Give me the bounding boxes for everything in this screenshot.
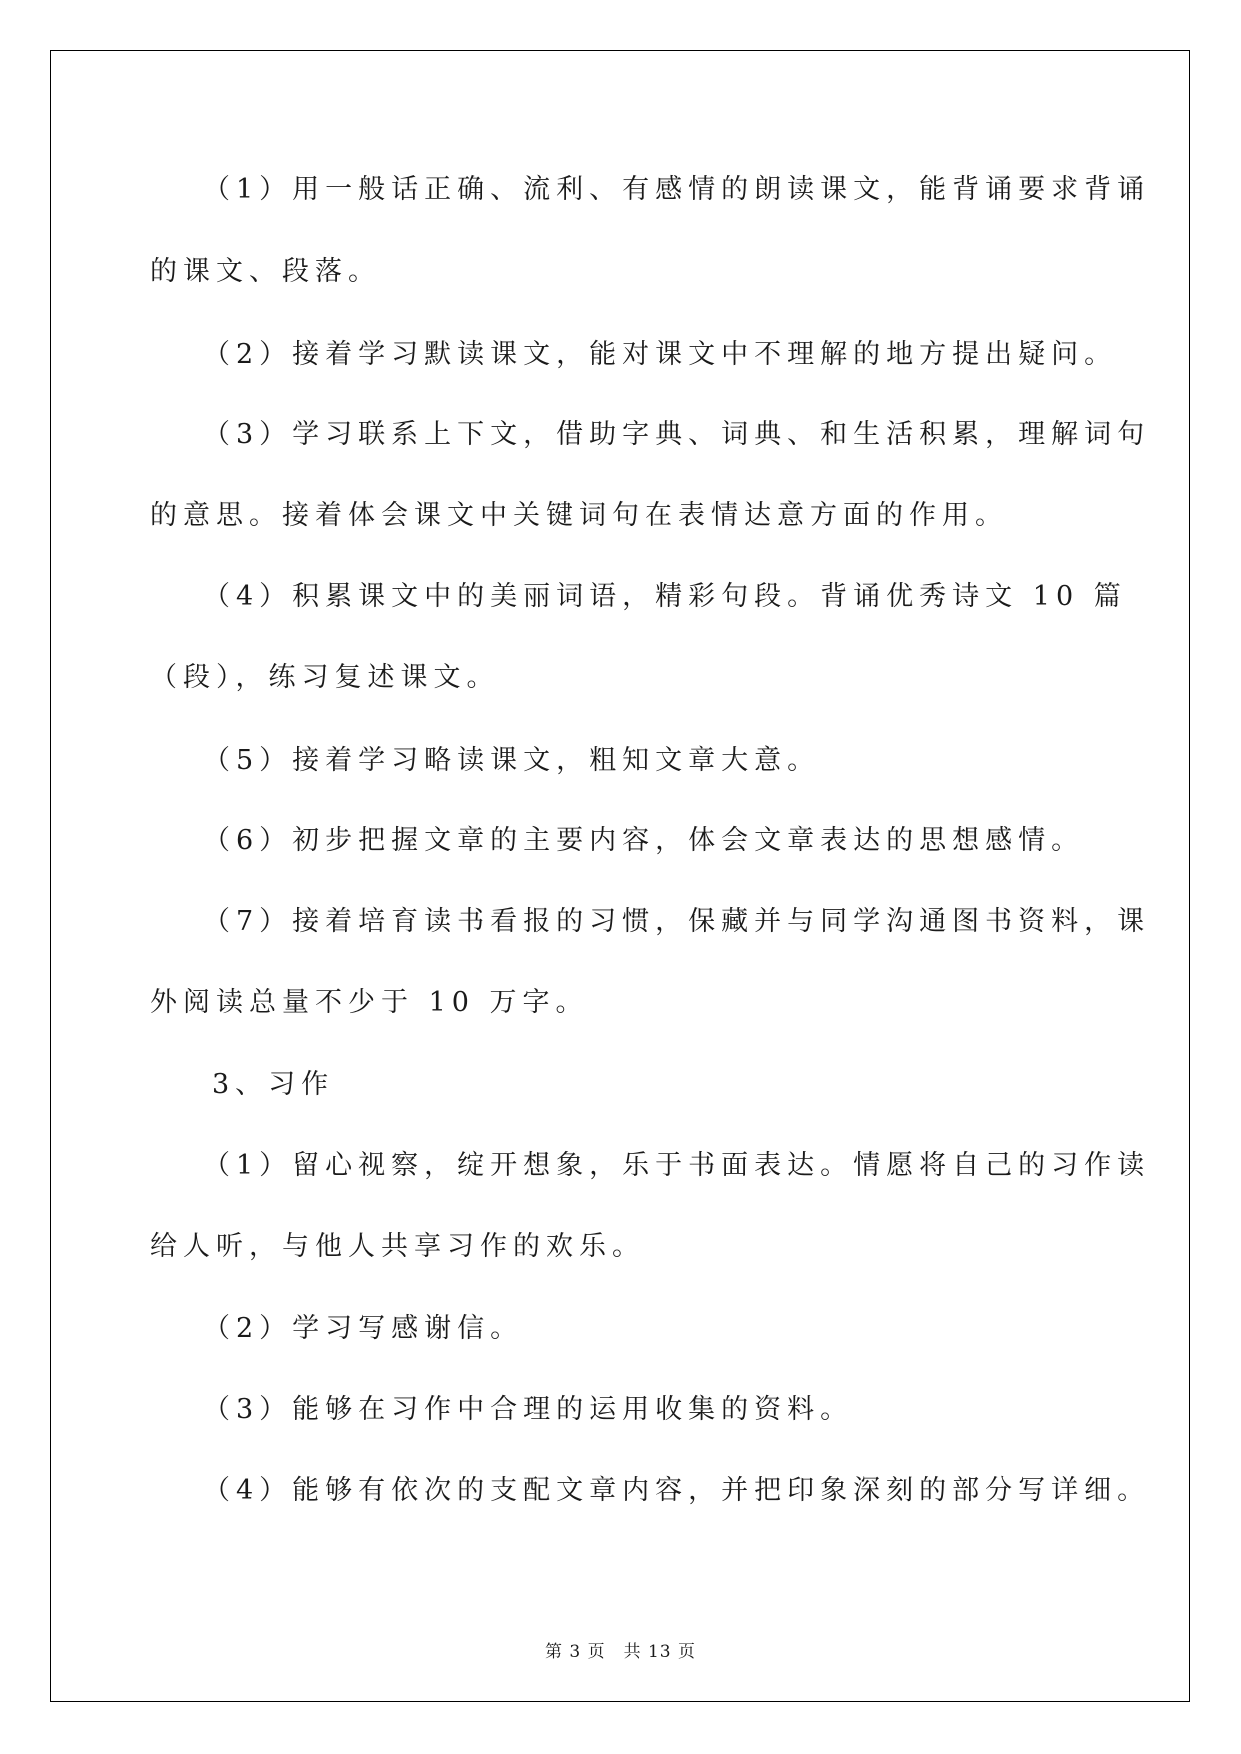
paragraph-line: 给人听，与他人共享习作的欢乐。 — [150, 1231, 645, 1262]
paragraph-line: （3）学习联系上下文，借助字典、词典、和生活积累，理解词句 — [203, 419, 1151, 450]
paragraph-line: （6）初步把握文章的主要内容，体会文章表达的思想感情。 — [203, 825, 1085, 856]
paragraph-line: （5）接着学习略读课文，粗知文章大意。 — [203, 745, 821, 776]
paragraph-line: 外阅读总量不少于 10 万字。 — [150, 987, 589, 1018]
paragraph-line: （2）接着学习默读课文，能对课文中不理解的地方提出疑问。 — [203, 339, 1118, 370]
paragraph-line: （4）积累课文中的美丽词语，精彩句段。背诵优秀诗文 10 篇 — [203, 581, 1127, 612]
page-border — [50, 50, 1190, 1702]
paragraph-line: （段），练习复述课文。 — [150, 662, 500, 693]
paragraph-line: 的意思。接着体会课文中关键词句在表情达意方面的作用。 — [150, 500, 1008, 531]
paragraph-line: 的课文、段落。 — [150, 256, 381, 287]
paragraph-line: （2）学习写感谢信。 — [203, 1313, 524, 1344]
section-heading: 3、习作 — [212, 1069, 335, 1100]
paragraph-line: （1）留心视察，绽开想象，乐于书面表达。情愿将自己的习作读 — [203, 1150, 1151, 1181]
paragraph-line: （4）能够有依次的支配文章内容，并把印象深刻的部分写详细。 — [203, 1475, 1151, 1506]
paragraph-line: （3）能够在习作中合理的运用收集的资料。 — [203, 1394, 854, 1425]
paragraph-line: （1）用一般话正确、流利、有感情的朗读课文，能背诵要求背诵 — [203, 174, 1151, 205]
page-number: 第 3 页 共 13 页 — [544, 1642, 697, 1662]
paragraph-line: （7）接着培育读书看报的习惯，保藏并与同学沟通图书资料，课 — [203, 906, 1151, 937]
